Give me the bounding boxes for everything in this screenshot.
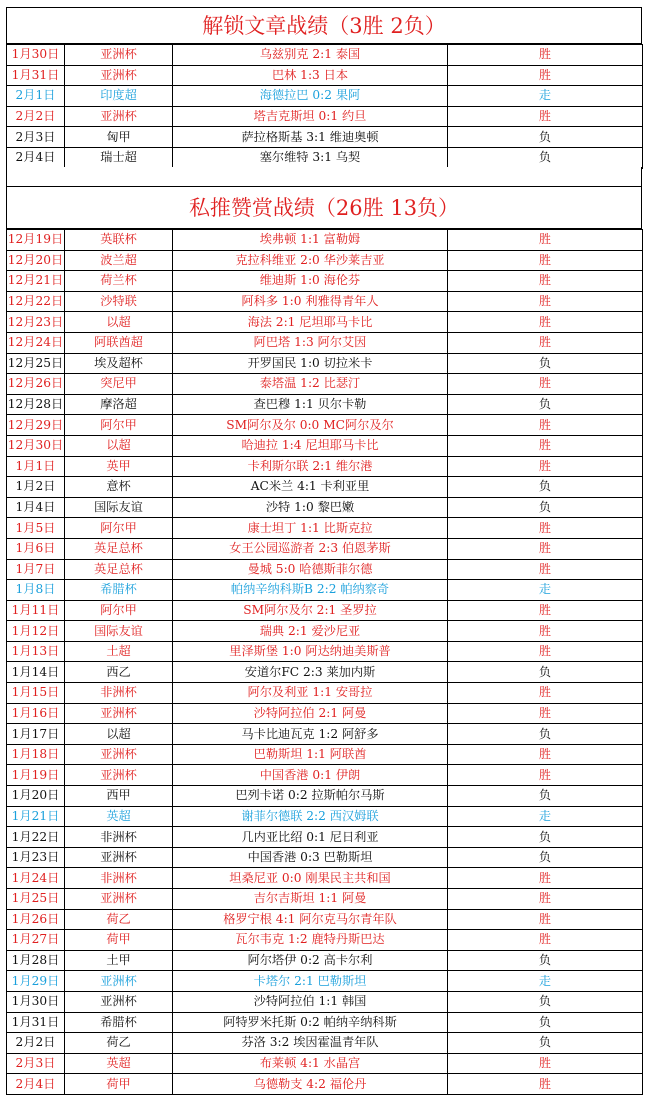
row-date: 12月22日	[7, 291, 65, 312]
row-match: 中国香港 0:1 伊朗	[173, 765, 448, 786]
row-date: 2月4日	[7, 147, 65, 168]
row-date: 1月30日	[7, 45, 65, 66]
row-league: 以超	[65, 312, 173, 333]
row-match: 瓦尔韦克 1:2 鹿特丹斯巴达	[173, 930, 448, 951]
row-league: 亚洲杯	[65, 45, 173, 66]
row-match: 瑞典 2:1 爱沙尼亚	[173, 621, 448, 642]
row-result: 负	[448, 950, 643, 971]
row-result: 负	[448, 847, 643, 868]
record-row	[7, 127, 643, 148]
row-date: 1月20日	[7, 786, 65, 807]
row-result: 负	[448, 497, 643, 518]
record-row	[7, 291, 643, 312]
row-date: 12月30日	[7, 435, 65, 456]
row-result: 负	[448, 353, 643, 374]
record-row	[7, 312, 643, 333]
record-row	[7, 230, 643, 251]
record-row	[7, 65, 643, 86]
row-result: 胜	[448, 703, 643, 724]
row-match: 谢菲尔德联 2:2 西汉姆联	[173, 806, 448, 827]
row-match: AC米兰 4:1 卡利亚里	[173, 477, 448, 498]
row-match: 坦桑尼亚 0:0 刚果民主共和国	[173, 868, 448, 889]
row-league: 亚洲杯	[65, 703, 173, 724]
row-league: 亚洲杯	[65, 971, 173, 992]
record-row	[7, 806, 643, 827]
row-date: 12月23日	[7, 312, 65, 333]
row-league: 印度超	[65, 86, 173, 107]
row-result: 走	[448, 971, 643, 992]
row-league: 土甲	[65, 950, 173, 971]
row-league: 阿联酋超	[65, 332, 173, 353]
row-result: 胜	[448, 600, 643, 621]
record-row	[7, 909, 643, 930]
row-match: 萨拉格斯基 3:1 维迪奥顿	[173, 127, 448, 148]
row-league: 阿尔甲	[65, 415, 173, 436]
row-league: 埃及超杯	[65, 353, 173, 374]
row-result: 胜	[448, 744, 643, 765]
record-row	[7, 1012, 643, 1033]
record-row	[7, 559, 643, 580]
row-date: 12月19日	[7, 230, 65, 251]
row-date: 12月26日	[7, 374, 65, 395]
record-row	[7, 477, 643, 498]
row-result: 胜	[448, 765, 643, 786]
row-league: 国际友谊	[65, 497, 173, 518]
private-record-table	[6, 229, 643, 1095]
row-league: 亚洲杯	[65, 889, 173, 910]
row-date: 2月3日	[7, 127, 65, 148]
record-row	[7, 786, 643, 807]
row-match: 安道尔FC 2:3 莱加内斯	[173, 662, 448, 683]
row-date: 12月29日	[7, 415, 65, 436]
row-result: 胜	[448, 1053, 643, 1074]
record-row	[7, 971, 643, 992]
record-row	[7, 435, 643, 456]
row-result: 负	[448, 991, 643, 1012]
record-row	[7, 641, 643, 662]
row-match: 女王公园巡游者 2:3 伯恩茅斯	[173, 538, 448, 559]
row-league: 摩洛超	[65, 394, 173, 415]
row-league: 荷乙	[65, 1033, 173, 1054]
row-league: 亚洲杯	[65, 65, 173, 86]
row-date: 1月1日	[7, 456, 65, 477]
record-row	[7, 374, 643, 395]
row-date: 1月24日	[7, 868, 65, 889]
record-row	[7, 991, 643, 1012]
row-league: 英甲	[65, 456, 173, 477]
record-row	[7, 1053, 643, 1074]
row-match: 哈迪拉 1:4 尼坦耶马卡比	[173, 435, 448, 456]
row-league: 非洲杯	[65, 827, 173, 848]
row-match: 乌德勒支 4:2 福伦丹	[173, 1074, 448, 1095]
record-row	[7, 827, 643, 848]
row-match: 卡塔尔 2:1 巴勒斯坦	[173, 971, 448, 992]
row-match: 格罗宁根 4:1 阿尔克马尔青年队	[173, 909, 448, 930]
row-league: 英超	[65, 1053, 173, 1074]
section-spacer	[6, 167, 642, 187]
row-date: 1月31日	[7, 1012, 65, 1033]
record-row	[7, 271, 643, 292]
row-result: 胜	[448, 332, 643, 353]
unlock-record-title-text: 解锁文章战绩（3胜 2负）	[202, 14, 446, 38]
record-row	[7, 847, 643, 868]
row-match: 巴列卡诺 0:2 拉斯帕尔马斯	[173, 786, 448, 807]
record-row	[7, 415, 643, 436]
row-league: 荷兰杯	[65, 271, 173, 292]
row-result: 胜	[448, 415, 643, 436]
record-row	[7, 250, 643, 271]
row-result: 胜	[448, 435, 643, 456]
row-result: 负	[448, 724, 643, 745]
row-match: 里泽斯堡 1:0 阿达纳迪美斯普	[173, 641, 448, 662]
record-row	[7, 724, 643, 745]
row-league: 阿尔甲	[65, 518, 173, 539]
row-date: 1月31日	[7, 65, 65, 86]
row-match: 阿科多 1:0 利雅得青年人	[173, 291, 448, 312]
row-result: 胜	[448, 621, 643, 642]
record-row	[7, 518, 643, 539]
row-match: 沙特阿拉伯 2:1 阿曼	[173, 703, 448, 724]
row-result: 胜	[448, 456, 643, 477]
row-date: 12月24日	[7, 332, 65, 353]
row-result: 负	[448, 1012, 643, 1033]
row-league: 西乙	[65, 662, 173, 683]
row-date: 1月12日	[7, 621, 65, 642]
row-league: 波兰超	[65, 250, 173, 271]
row-league: 英超	[65, 806, 173, 827]
record-row	[7, 868, 643, 889]
row-league: 亚洲杯	[65, 765, 173, 786]
row-date: 1月27日	[7, 930, 65, 951]
row-match: SM阿尔及尔 2:1 圣罗拉	[173, 600, 448, 621]
row-match: 沙特 1:0 黎巴嫩	[173, 497, 448, 518]
row-match: 阿尔塔伊 0:2 高卡尔利	[173, 950, 448, 971]
record-row	[7, 538, 643, 559]
record-row	[7, 950, 643, 971]
row-league: 英联杯	[65, 230, 173, 251]
row-league: 希腊杯	[65, 580, 173, 601]
row-result: 负	[448, 394, 643, 415]
row-date: 2月2日	[7, 1033, 65, 1054]
row-result: 胜	[448, 1074, 643, 1095]
row-match: 沙特阿拉伯 1:1 韩国	[173, 991, 448, 1012]
row-match: 中国香港 0:3 巴勒斯坦	[173, 847, 448, 868]
row-date: 1月18日	[7, 744, 65, 765]
row-league: 非洲杯	[65, 868, 173, 889]
row-date: 1月21日	[7, 806, 65, 827]
row-date: 1月8日	[7, 580, 65, 601]
row-result: 走	[448, 580, 643, 601]
row-match: 几内亚比绍 0:1 尼日利亚	[173, 827, 448, 848]
row-date: 1月6日	[7, 538, 65, 559]
row-date: 1月4日	[7, 497, 65, 518]
row-date: 1月14日	[7, 662, 65, 683]
record-row	[7, 600, 643, 621]
row-date: 1月29日	[7, 971, 65, 992]
row-date: 1月2日	[7, 477, 65, 498]
row-league: 英足总杯	[65, 538, 173, 559]
row-result: 胜	[448, 909, 643, 930]
row-result: 胜	[448, 641, 643, 662]
row-date: 1月16日	[7, 703, 65, 724]
row-match: 克拉科维亚 2:0 华沙莱吉亚	[173, 250, 448, 271]
row-match: 康士坦丁 1:1 比斯克拉	[173, 518, 448, 539]
row-match: 塞尔维特 3:1 乌契	[173, 147, 448, 168]
row-date: 1月15日	[7, 683, 65, 704]
row-result: 胜	[448, 889, 643, 910]
row-match: 查巴穆 1:1 贝尔卡勒	[173, 394, 448, 415]
row-result: 胜	[448, 250, 643, 271]
row-date: 1月11日	[7, 600, 65, 621]
row-match: 马卡比迪瓦克 1:2 阿舒多	[173, 724, 448, 745]
row-result: 走	[448, 86, 643, 107]
row-result: 胜	[448, 230, 643, 251]
row-league: 英足总杯	[65, 559, 173, 580]
row-match: 海法 2:1 尼坦耶马卡比	[173, 312, 448, 333]
row-league: 阿尔甲	[65, 600, 173, 621]
record-row	[7, 45, 643, 66]
row-date: 1月7日	[7, 559, 65, 580]
row-match: 芬洛 3:2 埃因霍温青年队	[173, 1033, 448, 1054]
row-result: 胜	[448, 559, 643, 580]
record-row	[7, 353, 643, 374]
row-date: 12月21日	[7, 271, 65, 292]
row-date: 1月13日	[7, 641, 65, 662]
private-record-title	[6, 187, 642, 229]
private-record-title-text: 私推赞赏战绩（26胜 13负）	[188, 196, 460, 220]
row-result: 胜	[448, 45, 643, 66]
row-league: 土超	[65, 641, 173, 662]
row-date: 1月17日	[7, 724, 65, 745]
row-match: 塔吉克斯坦 0:1 约旦	[173, 106, 448, 127]
row-result: 胜	[448, 683, 643, 704]
record-row	[7, 662, 643, 683]
row-date: 1月5日	[7, 518, 65, 539]
row-result: 负	[448, 127, 643, 148]
record-row	[7, 683, 643, 704]
record-row	[7, 456, 643, 477]
record-row	[7, 703, 643, 724]
record-row	[7, 497, 643, 518]
row-result: 胜	[448, 518, 643, 539]
row-result: 胜	[448, 65, 643, 86]
row-date: 12月28日	[7, 394, 65, 415]
row-league: 亚洲杯	[65, 106, 173, 127]
row-match: 阿特罗米托斯 0:2 帕纳辛纳科斯	[173, 1012, 448, 1033]
row-match: 卡利斯尔联 2:1 维尔港	[173, 456, 448, 477]
row-result: 负	[448, 827, 643, 848]
row-league: 荷甲	[65, 1074, 173, 1095]
row-result: 走	[448, 806, 643, 827]
row-date: 1月19日	[7, 765, 65, 786]
row-match: 阿尔及利亚 1:1 安哥拉	[173, 683, 448, 704]
row-date: 1月30日	[7, 991, 65, 1012]
row-match: 开罗国民 1:0 切拉米卡	[173, 353, 448, 374]
row-date: 12月25日	[7, 353, 65, 374]
record-row	[7, 332, 643, 353]
row-date: 1月22日	[7, 827, 65, 848]
row-result: 胜	[448, 271, 643, 292]
row-result: 胜	[448, 930, 643, 951]
row-result: 胜	[448, 106, 643, 127]
row-league: 意杯	[65, 477, 173, 498]
row-match: 吉尔吉斯坦 1:1 阿曼	[173, 889, 448, 910]
row-league: 匈甲	[65, 127, 173, 148]
record-row	[7, 889, 643, 910]
row-match: 布莱顿 4:1 水晶宫	[173, 1053, 448, 1074]
row-league: 突尼甲	[65, 374, 173, 395]
row-date: 1月28日	[7, 950, 65, 971]
row-date: 1月25日	[7, 889, 65, 910]
row-match: 泰塔温 1:2 比瑟汀	[173, 374, 448, 395]
row-date: 12月20日	[7, 250, 65, 271]
row-result: 胜	[448, 291, 643, 312]
row-date: 2月2日	[7, 106, 65, 127]
row-league: 亚洲杯	[65, 991, 173, 1012]
row-match: 维迪斯 1:0 海伦芬	[173, 271, 448, 292]
row-match: 巴勒斯坦 1:1 阿联酋	[173, 744, 448, 765]
record-row	[7, 1074, 643, 1095]
record-row	[7, 1033, 643, 1054]
row-result: 负	[448, 147, 643, 168]
row-league: 非洲杯	[65, 683, 173, 704]
row-match: 埃弗顿 1:1 富勒姆	[173, 230, 448, 251]
row-result: 胜	[448, 538, 643, 559]
row-league: 西甲	[65, 786, 173, 807]
record-row	[7, 106, 643, 127]
record-row	[7, 765, 643, 786]
row-date: 2月4日	[7, 1074, 65, 1095]
record-row	[7, 86, 643, 107]
row-match: 巴林 1:3 日本	[173, 65, 448, 86]
row-result: 胜	[448, 374, 643, 395]
record-row	[7, 744, 643, 765]
row-match: 乌兹别克 2:1 泰国	[173, 45, 448, 66]
row-date: 2月1日	[7, 86, 65, 107]
row-league: 瑞士超	[65, 147, 173, 168]
row-match: 曼城 5:0 哈德斯菲尔德	[173, 559, 448, 580]
row-league: 国际友谊	[65, 621, 173, 642]
row-result: 胜	[448, 312, 643, 333]
row-result: 负	[448, 662, 643, 683]
record-row	[7, 580, 643, 601]
row-date: 1月26日	[7, 909, 65, 930]
row-result: 负	[448, 477, 643, 498]
row-league: 沙特联	[65, 291, 173, 312]
record-row	[7, 147, 643, 168]
unlock-record-table	[6, 44, 643, 169]
row-league: 以超	[65, 724, 173, 745]
row-league: 希腊杯	[65, 1012, 173, 1033]
record-row	[7, 621, 643, 642]
row-league: 亚洲杯	[65, 847, 173, 868]
row-match: 海德拉巴 0:2 果阿	[173, 86, 448, 107]
row-result: 胜	[448, 868, 643, 889]
row-match: SM阿尔及尔 0:0 MC阿尔及尔	[173, 415, 448, 436]
row-match: 帕纳辛纳科斯B 2:2 帕纳察奇	[173, 580, 448, 601]
row-league: 以超	[65, 435, 173, 456]
row-date: 2月3日	[7, 1053, 65, 1074]
unlock-record-title	[6, 7, 642, 44]
row-date: 1月23日	[7, 847, 65, 868]
record-row	[7, 394, 643, 415]
row-result: 负	[448, 1033, 643, 1054]
record-row	[7, 930, 643, 951]
row-league: 亚洲杯	[65, 744, 173, 765]
row-match: 阿巴塔 1:3 阿尔艾因	[173, 332, 448, 353]
row-league: 荷乙	[65, 909, 173, 930]
row-result: 负	[448, 786, 643, 807]
row-league: 荷甲	[65, 930, 173, 951]
